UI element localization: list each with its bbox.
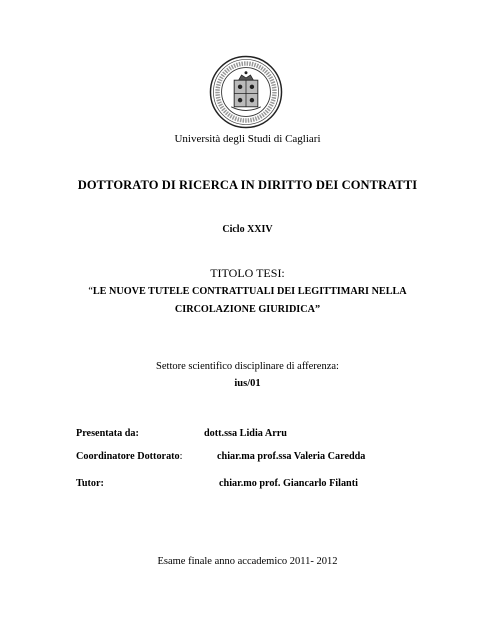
final-exam-year: Esame finale anno accademico 2011- 2012 <box>157 556 338 567</box>
university-seal-icon <box>209 55 283 129</box>
tutor-label: Tutor: <box>76 478 104 489</box>
university-name: Università degli Studi di Cagliari <box>174 133 321 145</box>
presented-by-label: Presentata da: <box>76 428 139 439</box>
presented-by-row <box>76 428 287 439</box>
presented-by-value: dott.ssa Lidia Arru <box>204 428 287 439</box>
thesis-title-text-1: LE NUOVE TUTELE CONTRATTUALI DEI LEGITTIMARI NELLA <box>92 286 407 297</box>
tutor-value: chiar.mo prof. Giancarlo Filanti <box>219 478 358 489</box>
thesis-open-quote: “ <box>88 286 93 297</box>
thesis-title-line-1 <box>0 286 495 297</box>
coordinator-row <box>76 451 366 462</box>
cycle-label: Ciclo XXIV <box>222 224 273 235</box>
thesis-title-line-2: CIRCOLAZIONE GIURIDICA” <box>174 304 321 315</box>
coordinator-value: chiar.ma prof.ssa Valeria Caredda <box>217 451 366 462</box>
sector-label: Settore scientifico disciplinare di afferenza: <box>156 361 339 372</box>
tutor-row <box>76 478 358 489</box>
coordinator-colon: : <box>179 451 183 462</box>
coordinator-label: Coordinatore Dottorato <box>76 451 180 462</box>
doctorate-title: DOTTORATO DI RICERCA IN DIRITTO DEI CONTRATTI <box>77 178 418 192</box>
sector-code: ius/01 <box>234 378 261 389</box>
thesis-title-label: TITOLO TESI: <box>210 266 285 280</box>
